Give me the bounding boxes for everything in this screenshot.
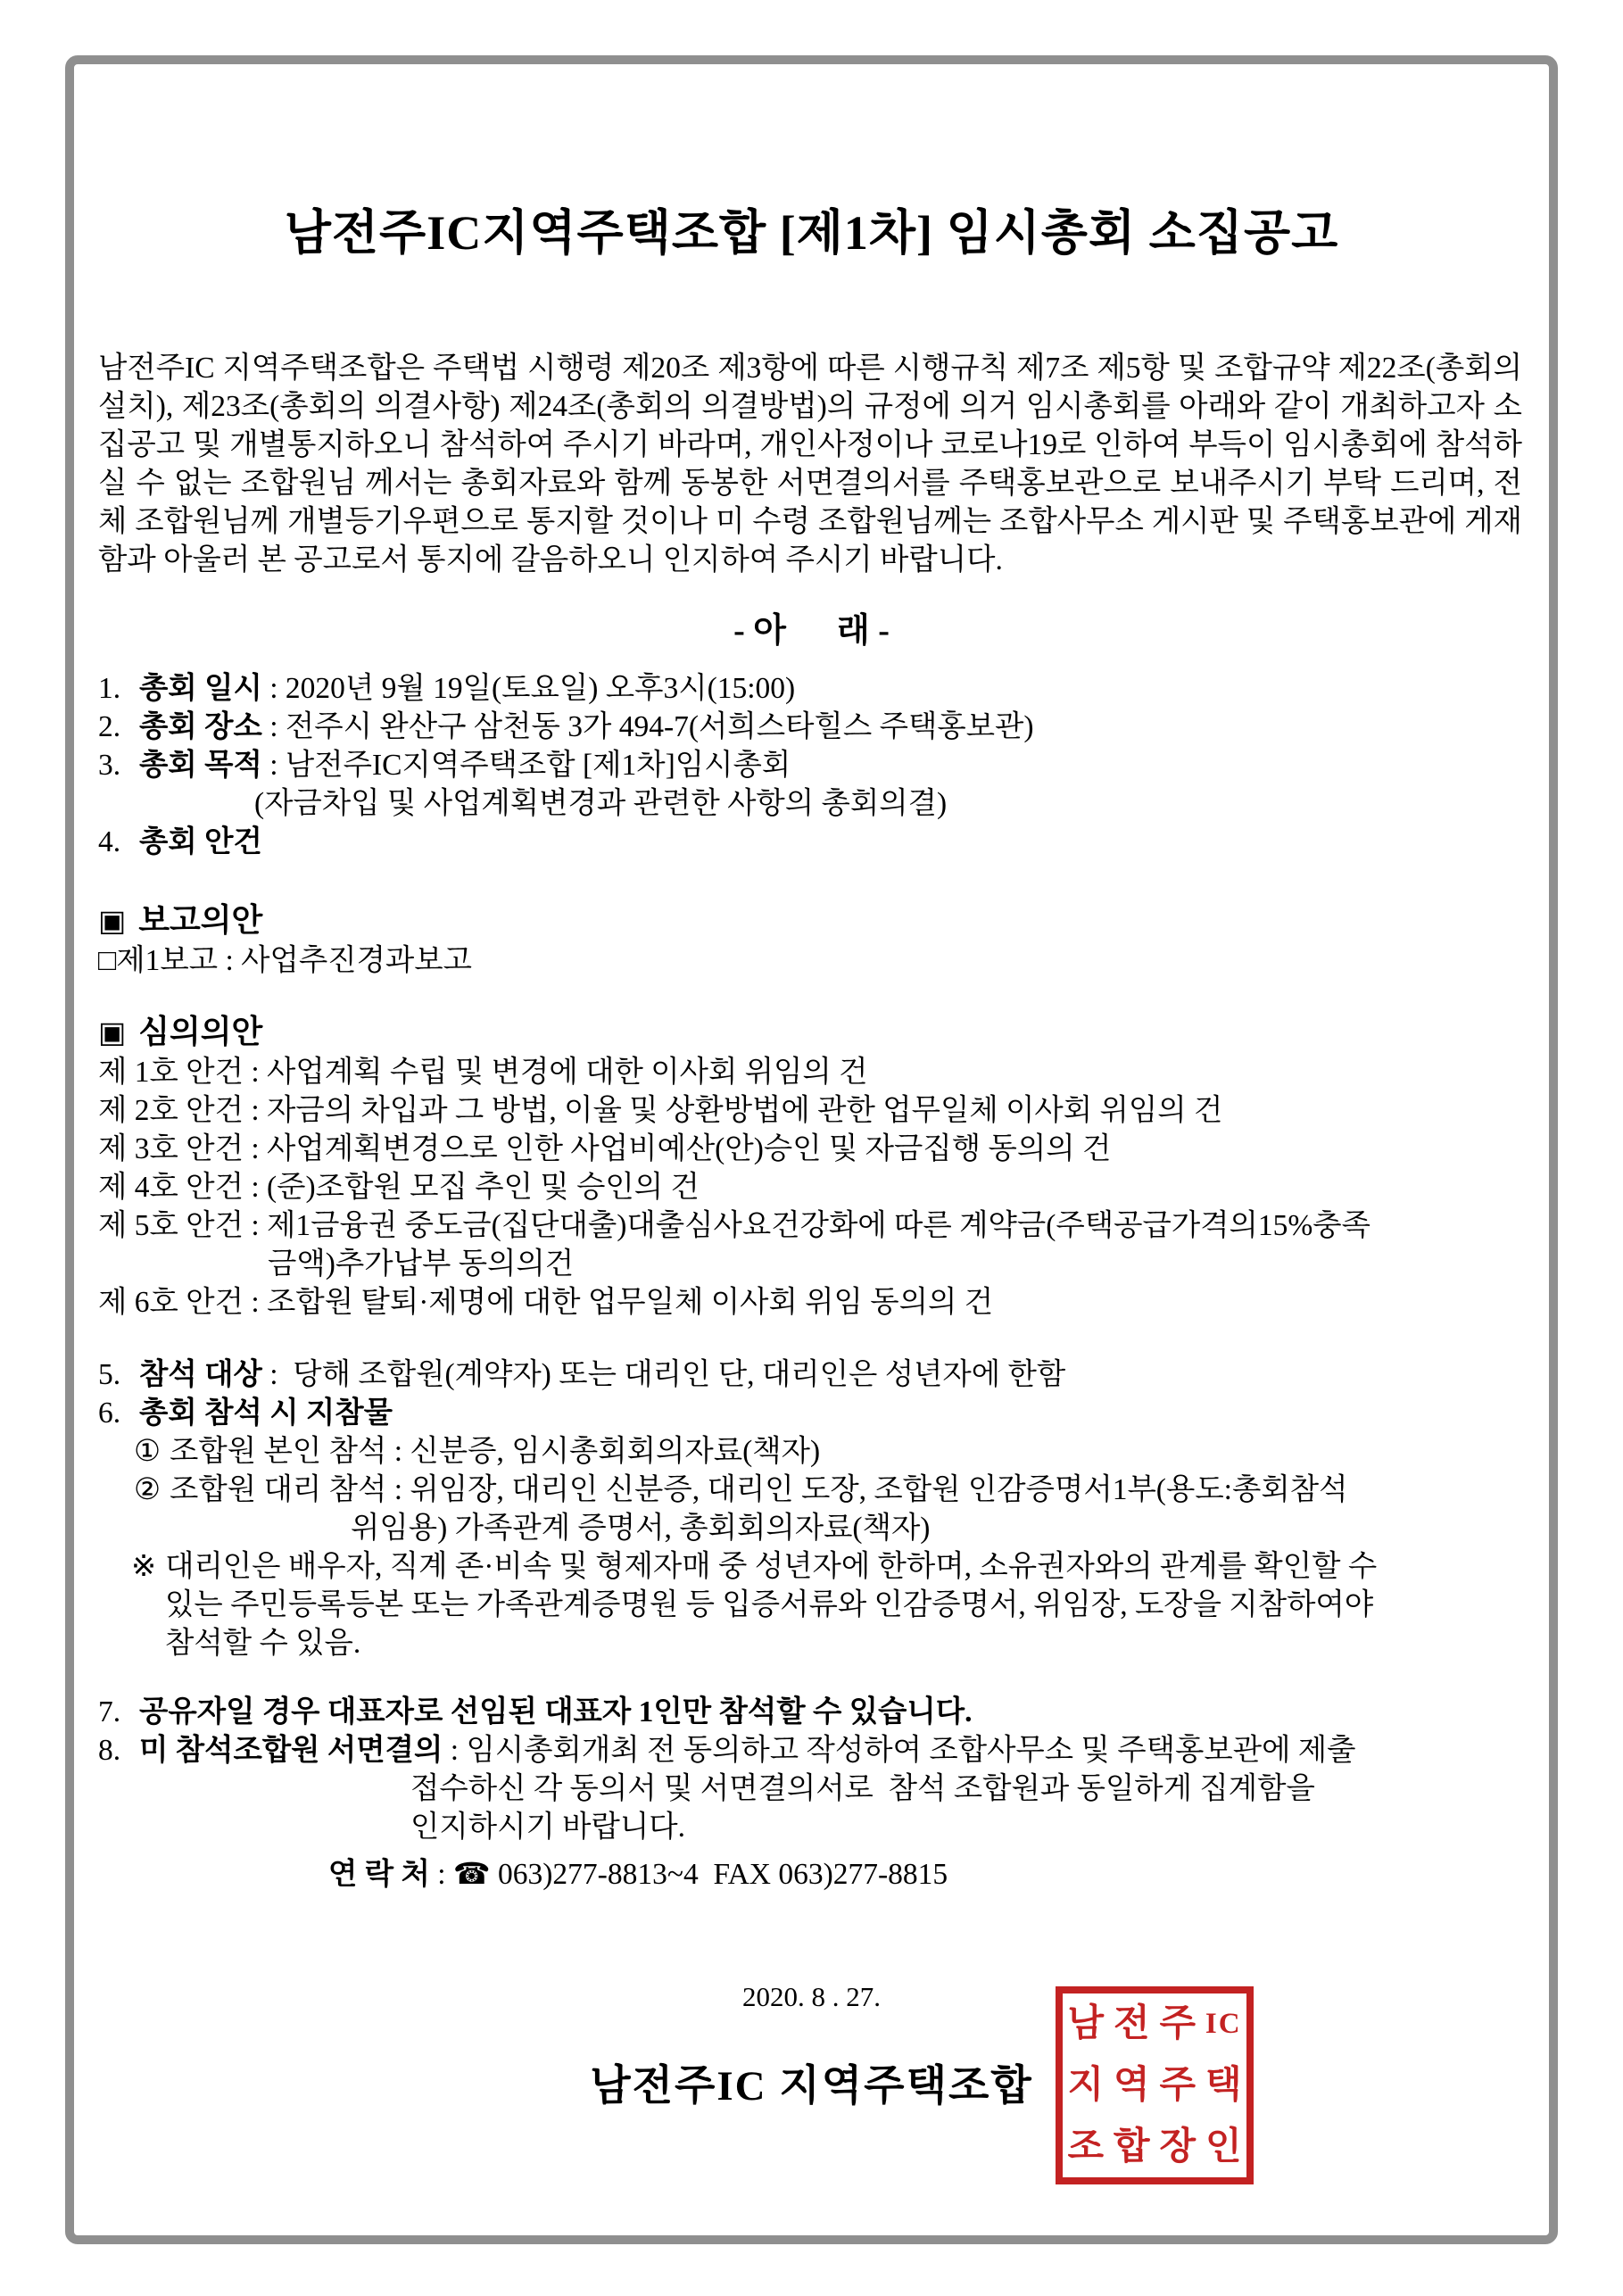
sub-item bbox=[74, 1432, 1549, 1471]
page-title: 남전주IC지역주택조합 [제1차] 임시총회 소집공고 bbox=[284, 206, 1339, 260]
document-border bbox=[65, 55, 1558, 2244]
section-header bbox=[74, 1012, 1549, 1053]
agenda-text: : 사업계획 수립 및 변경에 대한 이사회 위임의 건 bbox=[243, 1056, 868, 1089]
item-text: 임시총회개최 전 동의하고 작성하여 조합사무소 및 주택홍보관에 제출 bbox=[466, 1734, 1356, 1767]
item-seven-eight-section bbox=[74, 1693, 1549, 1846]
list-item-representative bbox=[74, 1693, 1549, 1731]
agenda-text: : 자금의 차입과 그 방법, 이율 및 상환방법에 관한 업무일체 이사회 위임의 건 bbox=[243, 1094, 1223, 1127]
agenda-continuation: 금액)추가납부 동의의건 bbox=[268, 1247, 575, 1281]
item-text: : 2020년 9월 19일(토요일) 오후3시(15:00) bbox=[261, 672, 796, 705]
item-number: 6. bbox=[98, 1397, 121, 1430]
separator: : bbox=[443, 1734, 467, 1767]
seal-character: 합 bbox=[1113, 2126, 1150, 2168]
agenda-number: 제 4호 안건 bbox=[98, 1171, 244, 1204]
seal-character: 장 bbox=[1159, 2126, 1197, 2168]
seal-character: 조 bbox=[1067, 2126, 1105, 2168]
agenda-text: : (준)조합원 모집 추인 및 승인의 건 bbox=[243, 1171, 700, 1204]
item-number: 3. bbox=[98, 749, 121, 782]
seal-character: 전 bbox=[1113, 2003, 1150, 2045]
item-label: 총회 참석 시 지참물 bbox=[139, 1397, 393, 1430]
agenda-item bbox=[74, 1206, 1549, 1245]
agenda-item bbox=[74, 1168, 1549, 1206]
contact-label: 연 락 처 bbox=[328, 1858, 430, 1891]
seal-character: 인 bbox=[1205, 2126, 1242, 2168]
list-item-bring-items bbox=[74, 1394, 1549, 1432]
item-number: 8. bbox=[98, 1734, 121, 1767]
seal-character: 택 bbox=[1205, 2064, 1242, 2106]
agenda-number: 제 6호 안건 bbox=[98, 1286, 244, 1319]
filled-square-icon: ▣ bbox=[98, 906, 127, 938]
item-text: : 당해 조합원(계약자) 또는 대리인 단, 대리인은 성년자에 한함 bbox=[261, 1358, 1066, 1391]
circled-one-icon: ① bbox=[134, 1435, 161, 1468]
contact-line bbox=[74, 1855, 1549, 1894]
list-item-meeting-agenda bbox=[74, 823, 1549, 861]
item-continuation: 인지하시기 바랍니다. bbox=[410, 1811, 685, 1844]
agenda-text: : 사업계획변경으로 인한 사업비예산(안)승인 및 자금집행 동의의 건 bbox=[243, 1132, 1112, 1165]
report-item bbox=[74, 941, 1549, 980]
item-number: 2. bbox=[98, 710, 121, 743]
item-label: 총회 장소 bbox=[139, 710, 262, 743]
note-line: 참석할 수 있음. bbox=[165, 1627, 361, 1660]
phone-icon: ☎ bbox=[452, 1858, 491, 1891]
agenda-item bbox=[74, 1283, 1549, 1322]
agenda-text: : 제1금융권 중도금(집단대출)대출심사요건강화에 따른 계약금(주택공급가격의15%충족 bbox=[243, 1209, 1371, 1242]
circled-two-icon: ② bbox=[134, 1473, 161, 1506]
item-label: 참석 대상 bbox=[139, 1358, 262, 1391]
report-section bbox=[74, 900, 1549, 980]
info-list bbox=[74, 669, 1549, 861]
agenda-item bbox=[74, 1130, 1549, 1168]
official-seal bbox=[1056, 1986, 1254, 2184]
section-title: 보고의안 bbox=[138, 902, 263, 938]
item-number: 4. bbox=[98, 825, 121, 858]
intro-paragraph: 남전주IC 지역주택조합은 주택법 시행령 제20조 제3항에 따른 시행규칙 제7조 제5항 및 조합규약 제22조(총회의 설치), 제23조(총회의 의결사항) 제24조(총회의 의결방법)의 규정에 의거 임시총회를 아래와 같이 개최하고자 소집공고 및 개별통지하오니 참석하여 주시기 바라며, 개인사정이나 코로나19로 인하여 부득이 임시총회에 참석하실 수 없는 조합원님 께서는 총회자료와 함께 동봉한 서면결의서를 주택홍보관으로 보내주시기 부탁 드리며, 전체 조합원님께 개별등기우편으로 통지할 것이나 미 수령 조합원님께는 조합사무소 게시판 및 주택홍보관에 게재함과 아울러 본 공고로서 통지에 갈음하오니 인지하여 주시기 바랍니다. bbox=[98, 352, 1530, 576]
list-item-meeting-place bbox=[74, 708, 1549, 746]
seal-character: 주 bbox=[1159, 2003, 1197, 2045]
list-item-meeting-purpose bbox=[74, 746, 1549, 784]
document-date: 2020. 8 . 27. bbox=[742, 1981, 881, 2012]
note-text: 대리인은 배우자, 직계 존·비속 및 형제자매 중 성년자에 한하며, 소유권자와의 관계를 확인할 수 bbox=[165, 1550, 1378, 1583]
item-number: 1. bbox=[98, 672, 121, 705]
seal-character: 주 bbox=[1159, 2064, 1197, 2106]
sub-item-continuation: 위임용) 가족관계 증명서, 총회회의자료(책자) bbox=[351, 1512, 931, 1545]
separator: : bbox=[429, 1858, 453, 1891]
item-label: 총회 안건 bbox=[139, 825, 262, 858]
item-text: : 남전주IC지역주택조합 [제1차]임시총회 bbox=[261, 749, 791, 782]
item-text: 공유자일 경우 대표자로 선임된 대표자 1인만 참석할 수 있습니다. bbox=[139, 1695, 973, 1728]
section-title: 심의의안 bbox=[138, 1014, 263, 1049]
item-number: 5. bbox=[98, 1358, 121, 1391]
agenda-item bbox=[74, 1091, 1549, 1130]
note-line bbox=[74, 1547, 1549, 1586]
contact-numbers: 063)277-8813~4 FAX 063)277-8815 bbox=[490, 1858, 948, 1891]
open-square-icon: □ bbox=[98, 944, 117, 977]
seal-character: 역 bbox=[1113, 2064, 1150, 2106]
agenda-item bbox=[74, 1053, 1549, 1091]
deliberation-section bbox=[74, 1012, 1549, 1322]
report-item-text: 제1보고 : 사업추진경과보고 bbox=[116, 944, 473, 977]
item-label: 총회 목적 bbox=[139, 749, 262, 782]
agenda-number: 제 5호 안건 bbox=[98, 1209, 244, 1242]
below-marker: - 아 래 - bbox=[733, 612, 890, 650]
sub-item-text: 조합원 대리 참석 : 위임장, 대리인 신분증, 대리인 도장, 조합원 인감증명서1부(용도:총회참석 bbox=[170, 1473, 1348, 1506]
agenda-number: 제 2호 안건 bbox=[98, 1094, 244, 1127]
reference-mark-icon: ※ bbox=[131, 1550, 157, 1583]
agenda-text: : 조합원 탈퇴·제명에 대한 업무일체 이사회 위임 동의의 건 bbox=[243, 1286, 994, 1319]
note-line: 있는 주민등록등본 또는 가족관계증명원 등 입증서류와 인감증명서, 위임장, 도장을 지참하여야 bbox=[165, 1588, 1374, 1621]
section-header bbox=[74, 900, 1549, 941]
list-item-written-resolution bbox=[74, 1731, 1549, 1770]
seal-character: 남 bbox=[1067, 2003, 1105, 2045]
organization-name: 남전주IC 지역주택조합 bbox=[590, 2063, 1033, 2110]
item-label: 미 참석조합원 서면결의 bbox=[139, 1734, 443, 1767]
list-item-meeting-date bbox=[74, 669, 1549, 708]
seal-character: IC bbox=[1205, 2007, 1242, 2040]
item-continuation: 접수하신 각 동의서 및 서면결의서로 참석 조합원과 동일하게 집계함을 bbox=[410, 1772, 1315, 1805]
agenda-number: 제 3호 안건 bbox=[98, 1132, 244, 1165]
agenda-number: 제 1호 안건 bbox=[98, 1056, 244, 1089]
item-text: : 전주시 완산구 삼천동 3가 494-7(서희스타힐스 주택홍보관) bbox=[261, 710, 1034, 743]
sub-item-text: 조합원 본인 참석 : 신분증, 임시총회회의자료(책자) bbox=[170, 1435, 821, 1468]
attendance-section bbox=[74, 1355, 1549, 1662]
item-continuation: (자금차입 및 사업계획변경과 관련한 사항의 총회의결) bbox=[254, 787, 948, 820]
filled-square-icon: ▣ bbox=[98, 1017, 127, 1049]
seal-character: 지 bbox=[1067, 2064, 1105, 2106]
sub-item bbox=[74, 1471, 1549, 1509]
item-number: 7. bbox=[98, 1695, 121, 1728]
list-item-attendees bbox=[74, 1355, 1549, 1394]
contact-section bbox=[74, 1855, 1549, 1894]
item-label: 총회 일시 bbox=[139, 672, 262, 705]
